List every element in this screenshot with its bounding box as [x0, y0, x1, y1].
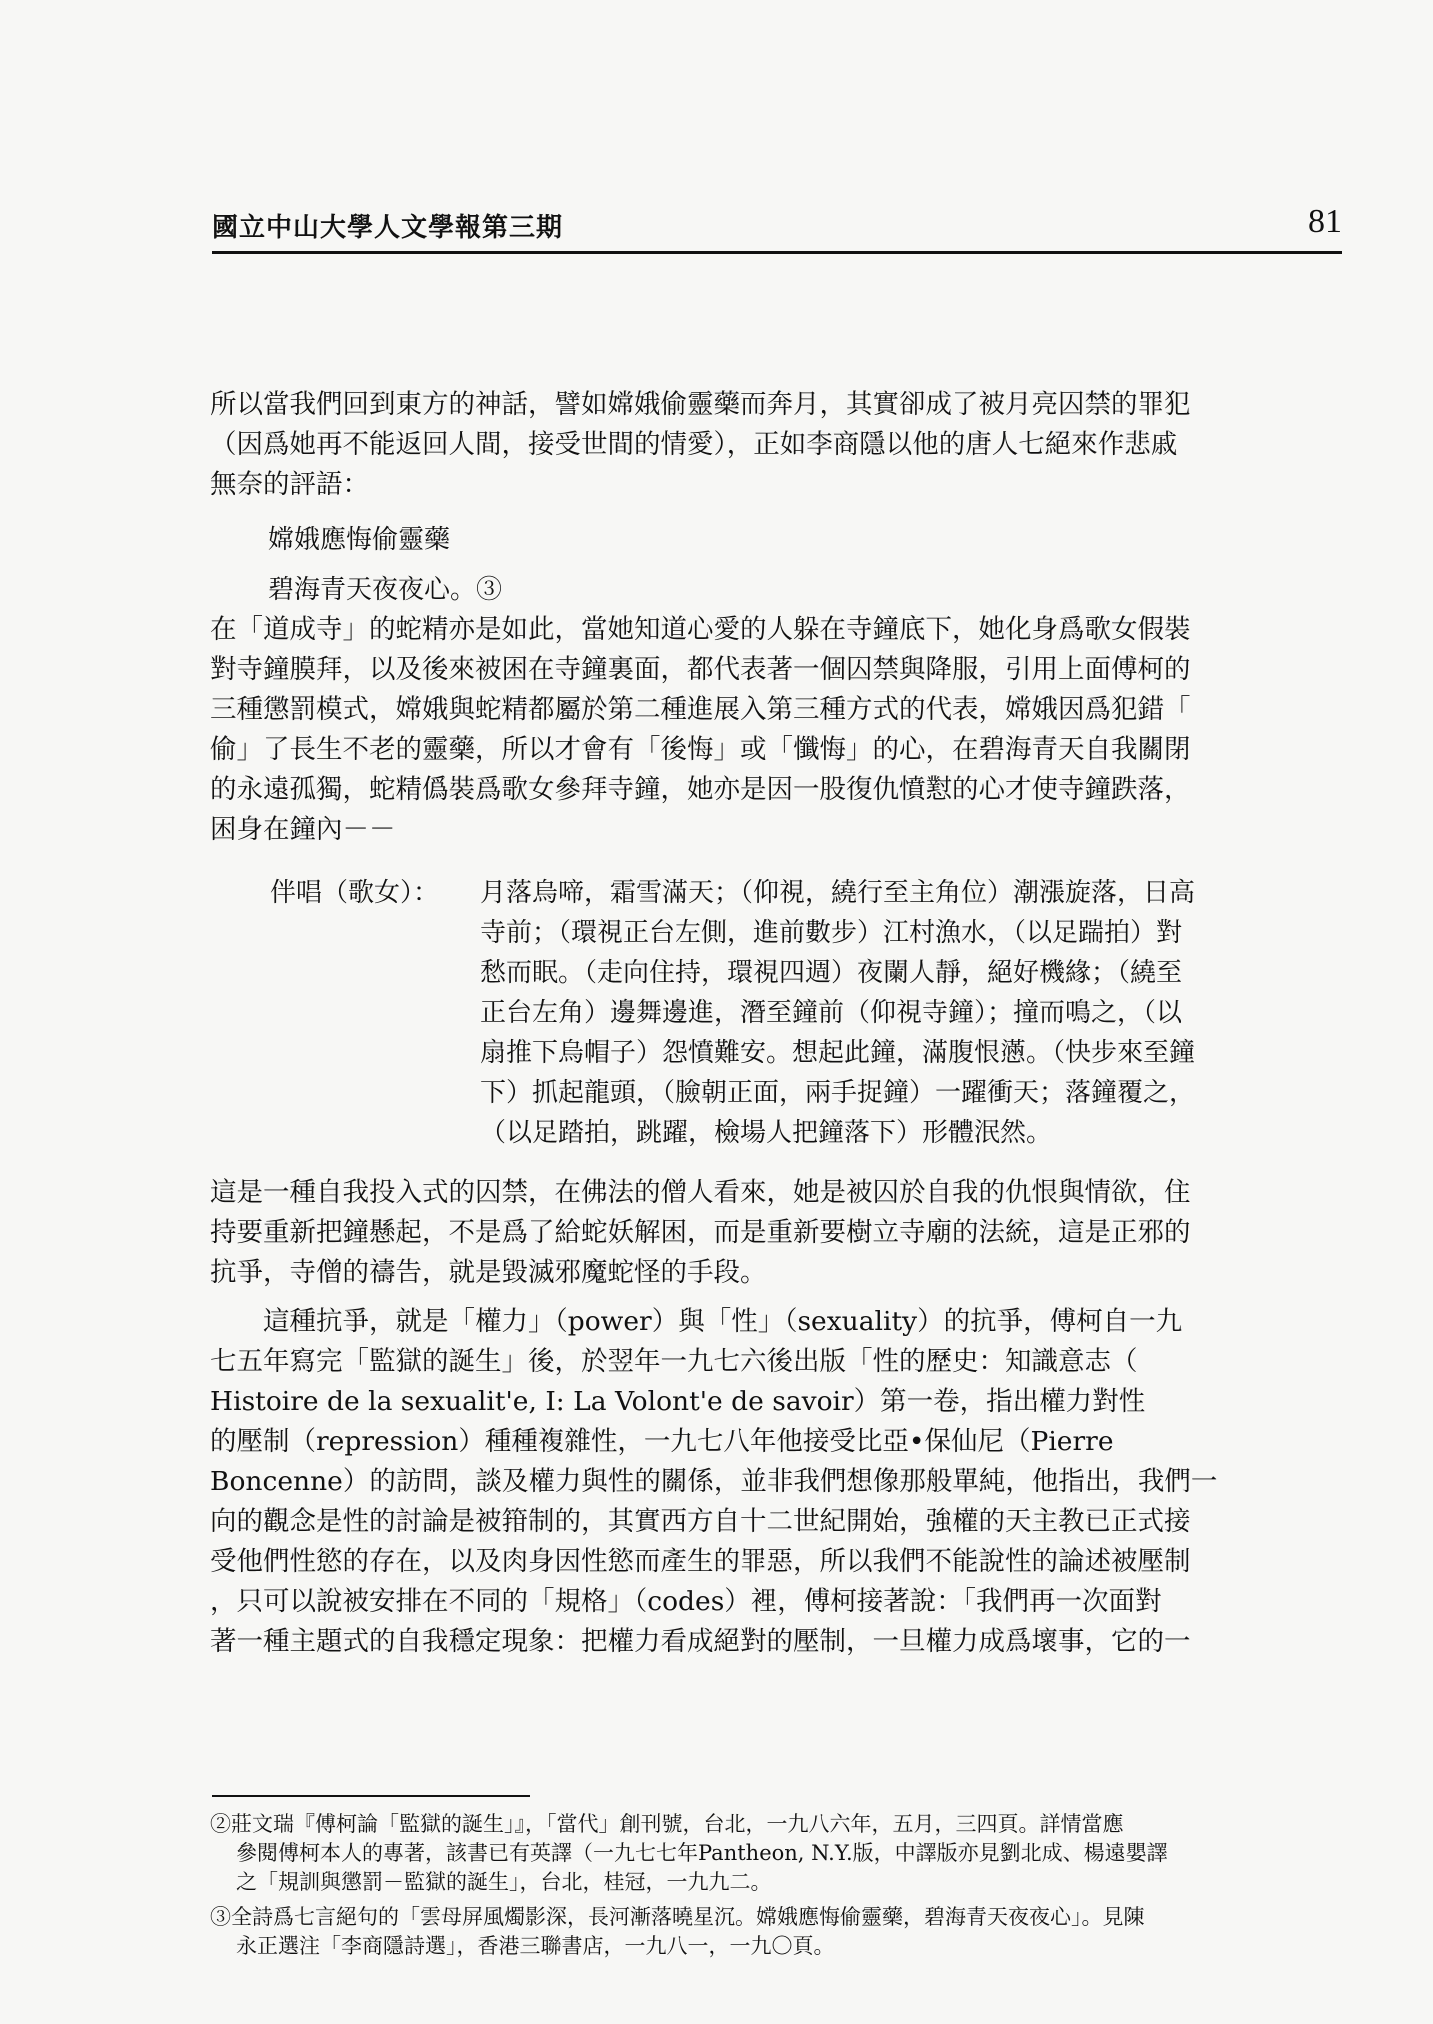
text-line: 受他們性慾的存在，以及肉身因性慾而產生的罪惡，所以我們不能說性的論述被壓制	[210, 1546, 1191, 1577]
footnote-2	[210, 1810, 1330, 1897]
footnotes	[210, 1810, 1330, 1961]
text-line: 的壓制（repression）種種複雜性，一九七八年他接受比亞•保仙尼（Pierre	[210, 1426, 1114, 1457]
poem-quote	[268, 520, 502, 610]
text-line: 所以當我們回到東方的神話，譬如嫦娥偷靈藥而奔月，其實卻成了被月亮囚禁的罪犯	[210, 389, 1191, 420]
verse-line: （以足踏拍，跳躍，檢場人把鐘落下）形體泯然。	[480, 1118, 1053, 1148]
text-line: Boncenne）的訪問，談及權力與性的關係，並非我們想像那般單純，他指出，我們一	[210, 1466, 1218, 1497]
poem-line: 嫦娥應悔偷靈藥	[268, 525, 451, 555]
verse-speaker: 伴唱（歌女）：	[270, 878, 440, 908]
text-line: 向的觀念是性的討論是被箝制的，其實西方自十二世紀開始，強權的天主教已正式接	[210, 1506, 1191, 1537]
text-line: Histoire de la sexualit'e, I: La Volont'e de savoir）第一卷，指出權力對性	[210, 1386, 1146, 1417]
intro-paragraph	[210, 385, 1310, 505]
text-line: 著一種主題式的自我穩定現象：把權力看成絕對的壓制，一旦權力成爲壞事，它的一	[210, 1626, 1191, 1657]
footnote-line: 參閱傅柯本人的專著，該書已有英譯（一九七七年Pantheon, N.Y.版，中譯版亦見劉北成、楊遠嬰譯	[236, 1841, 1168, 1865]
verse-line: 月落烏啼，霜雪滿天；（仰視，繞行至主角位）潮漲旋落，日高	[480, 878, 1196, 908]
text-line: 這是一種自我投入式的囚禁，在佛法的僧人看來，她是被囚於自我的仇恨與情欲，住	[210, 1177, 1191, 1208]
text-line: 這種抗爭，就是「權力」（power）與「性」（sexuality）的抗爭，傅柯自一九	[210, 1306, 1183, 1337]
text-line: 七五年寫完「監獄的誕生」後，於翌年一九七六後出版「性的歷史：知識意志（	[210, 1346, 1138, 1377]
text-line: 持要重新把鐘懸起，不是爲了給蛇妖解困，而是重新要樹立寺廟的法統，這是正邪的	[210, 1217, 1191, 1248]
footnote-line: 之「規訓與懲罰－監獄的誕生」，台北，桂冠，一九九二。	[236, 1870, 772, 1894]
footnote-divider	[212, 1795, 530, 1797]
verse-line: 扇推下烏帽子）怨憤難安。想起此鐘，滿腹恨懣。（快步來至鐘	[480, 1038, 1196, 1068]
page-number: 81	[1308, 203, 1342, 240]
verse-line: 寺前；（環視正台左側，進前數步）江村漁水，（以足踹拍）對	[480, 918, 1183, 948]
text-line: （因爲她再不能返回人間，接受世間的情愛），正如李商隱以他的唐人七絕來作悲戚	[210, 429, 1178, 460]
text-line: 偷」了長生不老的靈藥，所以才會有「後悔」或「懺悔」的心，在碧海青天自我關閉	[210, 734, 1191, 765]
text-line: ，只可以說被安排在不同的「規格」（codes）裡，傅柯接著說：「我們再一次面對	[210, 1586, 1162, 1617]
footnote-line: ②莊文瑞『傅柯論「監獄的誕生」』，「當代」創刊號，台北，一九八六年，五月，三四頁。詳情當應	[210, 1812, 1124, 1836]
verse-line: 愁而眠。（走向住持，環視四週）夜闌人靜，絕好機緣；（繞至	[480, 958, 1183, 988]
poem-line: 碧海青天夜夜心。③	[268, 575, 503, 605]
paragraph-power-sexuality	[210, 1302, 1310, 1662]
verse-block	[270, 873, 1310, 1153]
footnote-line: 永正選注「李商隱詩選」，香港三聯書店，一九八一，一九〇頁。	[236, 1934, 835, 1958]
text-line: 對寺鐘膜拜，以及後來被困在寺鐘裏面，都代表著一個囚禁與降服，引用上面傅柯的	[210, 654, 1191, 685]
footnote-3	[210, 1903, 1330, 1961]
paragraph-daochengsi	[210, 610, 1310, 850]
text-line: 在「道成寺」的蛇精亦是如此，當她知道心愛的人躲在寺鐘底下，她化身爲歌女假裝	[210, 614, 1191, 645]
text-line: 無奈的評語：	[210, 469, 369, 500]
text-line: 的永遠孤獨，蛇精僞裝爲歌女參拜寺鐘，她亦是因一股復仇憤懟的心才使寺鐘跌落，	[210, 774, 1191, 805]
paragraph-self-imprisonment	[210, 1173, 1310, 1293]
text-line: 三種懲罰模式，嫦娥與蛇精都屬於第二種進展入第三種方式的代表，嫦娥因爲犯錯「	[210, 694, 1191, 725]
text-line: 抗爭，寺僧的禱告，就是毀滅邪魔蛇怪的手段。	[210, 1257, 767, 1288]
verse-line: 下）抓起龍頭，（臉朝正面，兩手捉鐘）一躍衝天；落鐘覆之，	[480, 1078, 1196, 1108]
footnote-line: ③全詩爲七言絕句的「雲母屏風燭影深，長河漸落曉星沉。嫦娥應悔偷靈藥，碧海青天夜夜心」。見陳	[210, 1905, 1145, 1929]
journal-title: 國立中山大學人文學報第三期	[212, 213, 564, 243]
verse-line: 正台左角）邊舞邊進，潛至鐘前（仰視寺鐘）；撞而鳴之，（以	[480, 998, 1183, 1028]
text-line: 困身在鐘內－－	[210, 814, 396, 845]
running-header	[212, 205, 1342, 254]
